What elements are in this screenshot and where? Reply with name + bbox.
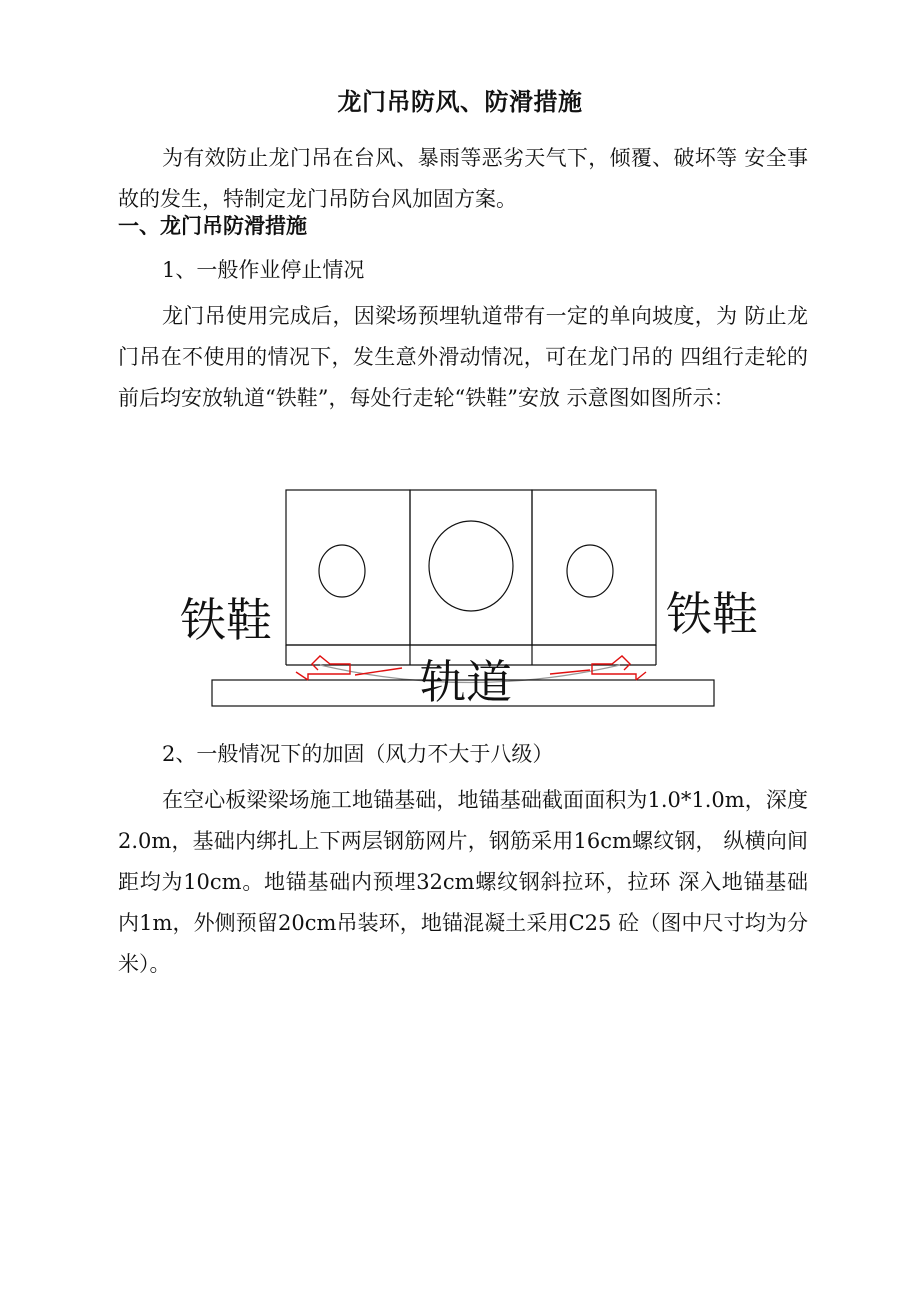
crane-box-right [532,490,656,645]
wheel-left [319,545,365,597]
subsection-1-heading: 1、一般作业停止情况 [162,258,365,282]
crane-box-left [286,490,410,645]
rail-shoe-diagram [170,478,770,718]
label-shoe-left: 铁鞋 [180,593,272,647]
crane-box-middle [410,490,532,645]
document-title: 龙门吊防风、防滑措施 [337,88,583,116]
label-rail: 轨道 [420,655,512,709]
rail-shoe-left [296,656,402,680]
label-shoe-right: 铁鞋 [666,587,758,641]
section-1-heading: 一、龙门吊防滑措施 [118,214,307,238]
wheel-middle [429,521,513,611]
rail-shoe-right [550,656,646,680]
crane-body [286,490,656,683]
wheel-right [567,545,613,597]
subsection-2-heading: 2、一般情况下的加固（风力不大于八级） [162,742,554,766]
intro-paragraph: 为有效防止龙门吊在台风、暴雨等恶劣天气下，倾覆、破坏等 安全事故的发生，特制定龙门吊防台风加固方案。 [118,146,808,211]
subsection-1-paragraph: 龙门吊使用完成后，因梁场预埋轨道带有一定的单向坡度，为 防止龙门吊在不使用的情况下，发生意外滑动情况，可在龙门吊的 四组行走轮的前后均安放轨道“铁鞋”，每处行走轮“铁鞋”安放 示意图如图所示： [118,304,808,410]
subsection-2-paragraph: 在空心板梁梁场施工地锚基础，地锚基础截面面积为1.0*1.0m，深度2.0m，基础内绑扎上下两层钢筋网片，钢筋采用16cm螺纹钢， 纵横向间距均为10cm。地锚基础内预埋32cm螺纹钢斜拉环，拉环 深入地锚基础内1m，外侧预留20cm吊装环，地锚混凝土采用C25 砼（图中尺寸均为分米）。 [118,788,808,976]
